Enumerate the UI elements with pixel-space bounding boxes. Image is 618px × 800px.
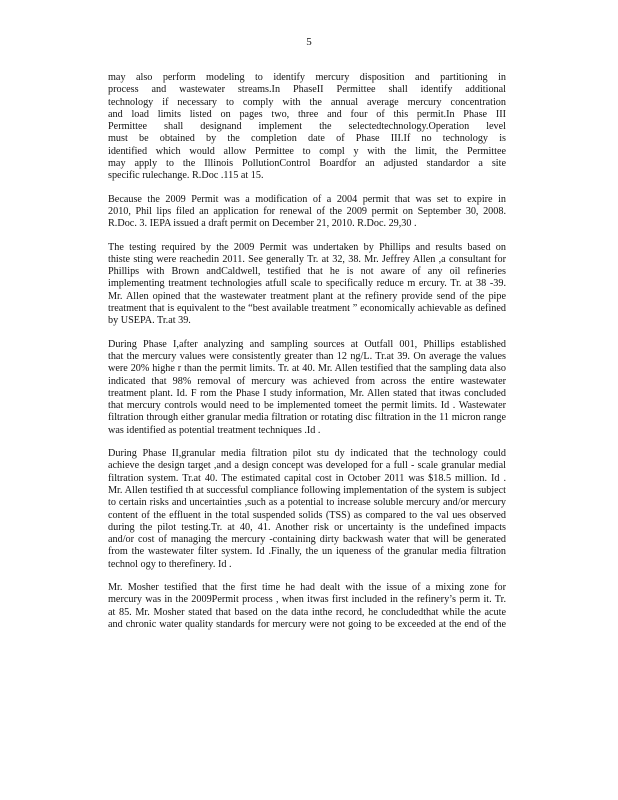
text-line: and load limits listed on pages two, three and four of this permit.In Phase III [108,108,506,120]
text-line: from the wastewater filter system. Id .Finally, the un iqueness of the granular media filtration [108,546,506,558]
text-line: The testing required by the 2009 Permit was undertaken by Phillips and results based on [108,241,506,253]
text-line: technol ogy to therefinery. Id . [108,558,232,570]
text-line: specific rulechange. R.Doc .115 at 15. [108,170,264,182]
text-line: Mr. Allen testified th at successful compliance following implementation of the system is subject [108,484,506,496]
text-line: technology if necessary to comply with the annual average mercury concentration [108,96,506,108]
text-line: must be obtained by the completion date of Phase III.If no technology is [108,133,506,145]
text-line: indicated that 98% removal of mercury was achieved from across the entire wastewater [108,375,506,387]
text-line: that mercury controls would need to be implemented tomeet the permit limits. Id . Wastewater [108,400,506,412]
block-quote [73,72,506,183]
paragraph-permit-modification [73,194,506,231]
text-line: treatment plant. Id. F rom the Phase I study information, Mr. Allen stated that itwas concluded [108,387,506,399]
text-line: During Phase I,after analyzing and sampling sources at Outfall 001, Phillips established [108,338,506,350]
paragraph-phase-two [73,448,506,571]
text-line: identified which would allow Permittee to compl y with the limit, the Permittee [108,145,506,157]
paragraph-mosher [73,582,506,631]
text-line: implementing treatment technologies atfull scale to specifically reduce m ercury. Tr. at 38 -39. [108,278,506,290]
text-line: filtration system. Tr.at 40. The estimated capital cost in October 2011 was $18.5 million. Id . [108,472,506,484]
text-line: at 85. Mr. Mosher stated that based on the data inthe record, he concludedthat while the acute [108,606,506,618]
text-line: to certain risks and uncertainties ,such as a potential to increase soluble mercury and/or mercury [108,497,506,509]
paragraph-testing [73,242,506,328]
text-line: During Phase II,granular media filtration pilot stu dy indicated that the technology could [108,448,506,460]
paragraph-phase-one [73,339,506,437]
text-line: was identified as potential treatment techniques .Id . [108,424,321,436]
text-line: were 20% highe r than the permit limits. Tr. at 40. Mr. Allen testified that the sampling data also [108,363,506,375]
text-line: Mr. Allen opined that the wastewater treatment plant at the refinery provide send of the pipe [108,290,506,302]
page-number: 5 [306,36,312,48]
text-line: achieve the design target ,and a design concept was developed for a full - scale granular medial [108,460,506,472]
text-line: R.Doc. 3. IEPA issued a draft permit on December 21, 2010. R.Doc. 29,30 . [108,218,417,230]
text-line: during the pilot testing.Tr. at 40, 41. Another risk or uncertainty is the undefined impacts [108,521,506,533]
text-line: by USEPA. Tr.at 39. [108,315,191,327]
text-line: Mr. Mosher testified that the first time he had dealt with the issue of a mixing zone for [108,581,506,593]
document-body [73,72,506,631]
text-line: and chronic water quality standards for mercury were not going to be exceeded at the end of the [108,618,506,630]
text-line: Because the 2009 Permit was a modification of a 2004 permit that was set to expire in [108,193,506,205]
text-line: mercury was in the 2009Permit process , when itwas first included in the refinery’s perm it. Tr. [108,594,506,606]
text-line: may apply to the Illinois PollutionControl Boardfor an adjusted standardor a site [108,158,506,170]
text-line: thiste sting were reachedin 2011. See generally Tr. at 32, 38. Mr. Jeffrey Allen ,a consultant for [108,253,506,265]
text-line: that the mercury values were consistently greater than 12 ng/L. Tr.at 39. On average the values [108,350,506,362]
text-line: may also perform modeling to identify mercury disposition and partitioning in [108,72,506,83]
text-line: process and wastewater streams.In PhaseII Permittee shall identify additional [108,84,506,96]
text-line: content of the effluent in the total suspended solids (TSS) as compared to the val ues observed [108,509,506,521]
text-line: treatment that is equivalent to the “best available treatment ” economically achievable as defined [108,303,506,315]
text-line: and/or cost of managing the mercury -containing dirty backwash water that will be generated [108,534,506,546]
text-line: 2010, Phil lips filed an application for renewal of the 2009 permit on September 30, 2008. [108,205,506,217]
text-line: Permittee shall designand implement the selectedtechnology.Operation level [108,121,506,133]
text-line: Phillips with Brown andCaldwell, testified that he is not aware of any oil refineries [108,266,506,278]
text-line: filtration through either granular media filtration or rotating disc filtration in the 11 micron range [108,412,506,424]
